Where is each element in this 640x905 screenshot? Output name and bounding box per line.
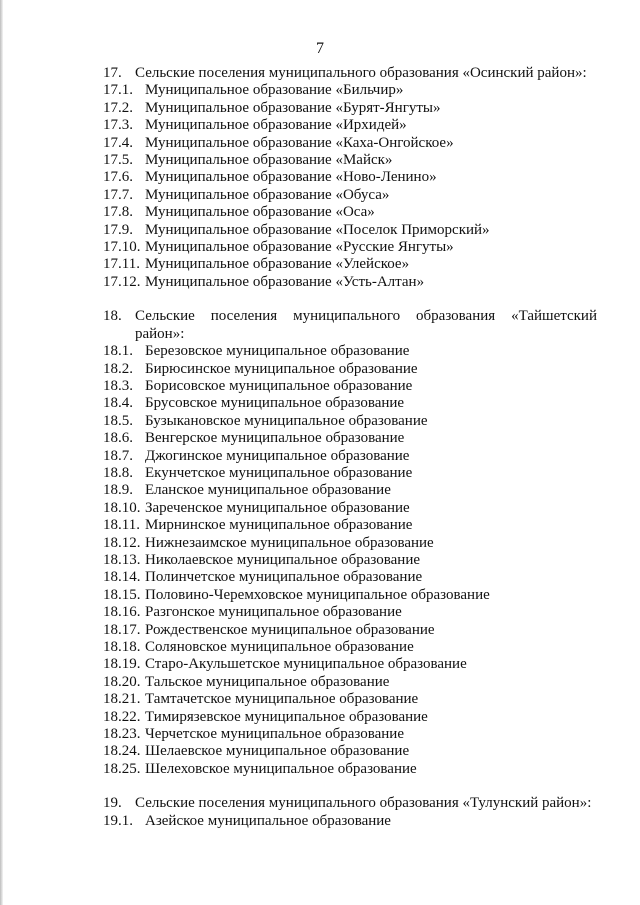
- item-number: 18.9.: [103, 482, 133, 499]
- list-item: [103, 552, 597, 569]
- list-item: [103, 152, 597, 169]
- list-item: [103, 135, 597, 152]
- item-text: Бузыкановское муниципальное образование: [145, 412, 428, 429]
- item-text: Еланское муниципальное образование: [145, 482, 391, 499]
- item-text: Муниципальное образование «Улейское»: [145, 256, 410, 273]
- item-text: Березовское муниципальное образование: [145, 343, 410, 360]
- item-text: Брусовское муниципальное образование: [145, 395, 405, 412]
- section: [103, 795, 597, 830]
- list-item: [103, 604, 597, 621]
- item-number: 18.4.: [103, 395, 133, 412]
- item-text: Екунчетское муниципальное образование: [145, 464, 413, 481]
- item-number: 17.4.: [103, 134, 133, 151]
- list-item: [103, 639, 597, 656]
- item-number: 18.23.: [103, 726, 141, 743]
- item-number: 17.1.: [103, 82, 133, 99]
- item-text: Шелеховское муниципальное образование: [145, 760, 417, 777]
- item-number: 18.7.: [103, 447, 133, 464]
- list-item: [103, 256, 597, 273]
- list-item: [103, 813, 597, 830]
- list-item: [103, 204, 597, 221]
- item-number: 18.17.: [103, 621, 141, 638]
- item-number: 18.18.: [103, 639, 141, 655]
- list-item: [103, 361, 597, 378]
- item-text: Джогинское муниципальное образование: [145, 447, 410, 464]
- item-text: Тимирязевское муниципальное образование: [145, 708, 428, 725]
- item-number: 18.16.: [103, 604, 141, 621]
- item-number: 17.10.: [103, 239, 141, 256]
- item-text: Азейское муниципальное образование: [145, 812, 391, 829]
- item-number: 18.14.: [103, 569, 141, 586]
- list-item: [103, 395, 597, 412]
- item-number: 17.6.: [103, 169, 133, 186]
- list-item: [103, 569, 597, 586]
- section-title: Сельские поселения муниципального образования «Тайшетский район»:: [135, 308, 597, 342]
- item-number: 17.5.: [103, 152, 133, 169]
- page-number: 7: [316, 40, 324, 57]
- item-number: 18.6.: [103, 430, 133, 447]
- item-text: Муниципальное образование «Майск»: [145, 152, 393, 169]
- list-item: [103, 413, 597, 430]
- section-heading: [103, 308, 597, 343]
- item-number: 18.20.: [103, 673, 141, 690]
- list-item: [103, 343, 597, 360]
- item-text: Половино-Черемховское муниципальное образование: [145, 586, 490, 603]
- item-number: 18.1.: [103, 343, 133, 360]
- list-item: [103, 465, 597, 482]
- item-number: 18.2.: [103, 360, 133, 377]
- item-text: Муниципальное образование «Ново-Ленино»: [145, 169, 437, 186]
- list-item: [103, 761, 597, 778]
- scan-edge: [0, 0, 3, 905]
- list-item: [103, 709, 597, 726]
- item-text: Нижнезаимское муниципальное образование: [145, 534, 434, 551]
- list-item: [103, 430, 597, 447]
- list-item: [103, 378, 597, 395]
- item-text: Борисовское муниципальное образование: [145, 377, 413, 394]
- item-text: Муниципальное образование «Оса»: [145, 204, 375, 221]
- document-body: [103, 65, 597, 830]
- item-number: 18.11.: [103, 517, 140, 534]
- item-text: Николаевское муниципальное образование: [145, 551, 421, 568]
- section-number: 19.: [103, 795, 122, 812]
- section: [103, 308, 597, 778]
- section-number: 17.: [103, 65, 122, 81]
- item-text: Зареченское муниципальное образование: [145, 499, 410, 516]
- item-text: Рождественское муниципальное образование: [145, 621, 435, 638]
- item-number: 18.5.: [103, 412, 133, 429]
- item-text: Муниципальное образование «Русские Янгуты»: [145, 239, 454, 256]
- item-text: Старо-Акульшетское муниципальное образование: [145, 656, 467, 673]
- list-item: [103, 274, 597, 291]
- item-number: 18.10.: [103, 499, 141, 516]
- item-text: Черчетское муниципальное образование: [145, 726, 404, 743]
- item-text: Муниципальное образование «Усть-Алтан»: [145, 273, 425, 290]
- item-number: 18.19.: [103, 656, 141, 673]
- item-number: 18.3.: [103, 377, 133, 394]
- section-heading: [103, 795, 597, 812]
- item-number: 17.12.: [103, 273, 141, 290]
- list-item: [103, 656, 597, 673]
- item-text: Мирнинское муниципальное образование: [145, 517, 413, 534]
- item-number: 19.1.: [103, 812, 133, 829]
- item-number: 18.15.: [103, 586, 141, 603]
- item-text: Венгерское муниципальное образование: [145, 430, 405, 447]
- item-text: Бирюсинское муниципальное образование: [145, 360, 418, 377]
- section-title: Сельские поселения муниципального образования «Осинский район»:: [135, 65, 587, 81]
- list-item: [103, 691, 597, 708]
- list-item: [103, 169, 597, 186]
- item-text: Тамтачетское муниципальное образование: [145, 691, 419, 708]
- section-heading: [103, 65, 597, 82]
- list-item: [103, 587, 597, 604]
- item-number: 18.22.: [103, 708, 141, 725]
- item-number: 18.21.: [103, 691, 141, 708]
- item-number: 18.12.: [103, 534, 141, 551]
- item-number: 17.7.: [103, 186, 133, 203]
- list-item: [103, 674, 597, 691]
- list-item: [103, 448, 597, 465]
- section: [103, 65, 597, 291]
- section-title: Сельские поселения муниципального образования «Тулунский район»:: [135, 795, 592, 812]
- item-text: Муниципальное образование «Бильчир»: [145, 82, 404, 99]
- list-item: [103, 187, 597, 204]
- item-text: Муниципальное образование «Каха-Онгойское»: [145, 134, 454, 151]
- item-text: Шелаевское муниципальное образование: [145, 743, 410, 760]
- item-text: Муниципальное образование «Поселок Приморский»: [145, 221, 490, 238]
- item-text: Тальское муниципальное образование: [145, 673, 390, 690]
- item-text: Полинчетское муниципальное образование: [145, 569, 423, 586]
- item-text: Разгонское муниципальное образование: [145, 604, 402, 621]
- item-number: 17.3.: [103, 117, 133, 134]
- item-text: Муниципальное образование «Обуса»: [145, 186, 390, 203]
- item-number: 18.25.: [103, 760, 141, 777]
- list-item: [103, 535, 597, 552]
- item-number: 18.13.: [103, 551, 141, 568]
- item-text: Муниципальное образование «Бурят-Янгуты»: [145, 99, 441, 116]
- list-item: [103, 726, 597, 743]
- section-number: 18.: [103, 308, 122, 325]
- item-text: Соляновское муниципальное образование: [145, 639, 414, 655]
- item-number: 18.8.: [103, 464, 133, 481]
- list-item: [103, 100, 597, 117]
- list-item: [103, 482, 597, 499]
- list-item: [103, 743, 597, 760]
- list-item: [103, 622, 597, 639]
- item-number: 17.2.: [103, 99, 133, 116]
- item-number: 18.24.: [103, 743, 141, 760]
- list-item: [103, 239, 597, 256]
- list-item: [103, 222, 597, 239]
- list-item: [103, 117, 597, 134]
- item-number: 17.9.: [103, 221, 133, 238]
- list-item: [103, 500, 597, 517]
- item-text: Муниципальное образование «Ирхидей»: [145, 117, 407, 134]
- list-item: [103, 82, 597, 99]
- item-number: 17.8.: [103, 204, 133, 221]
- list-item: [103, 517, 597, 534]
- item-number: 17.11.: [103, 256, 140, 273]
